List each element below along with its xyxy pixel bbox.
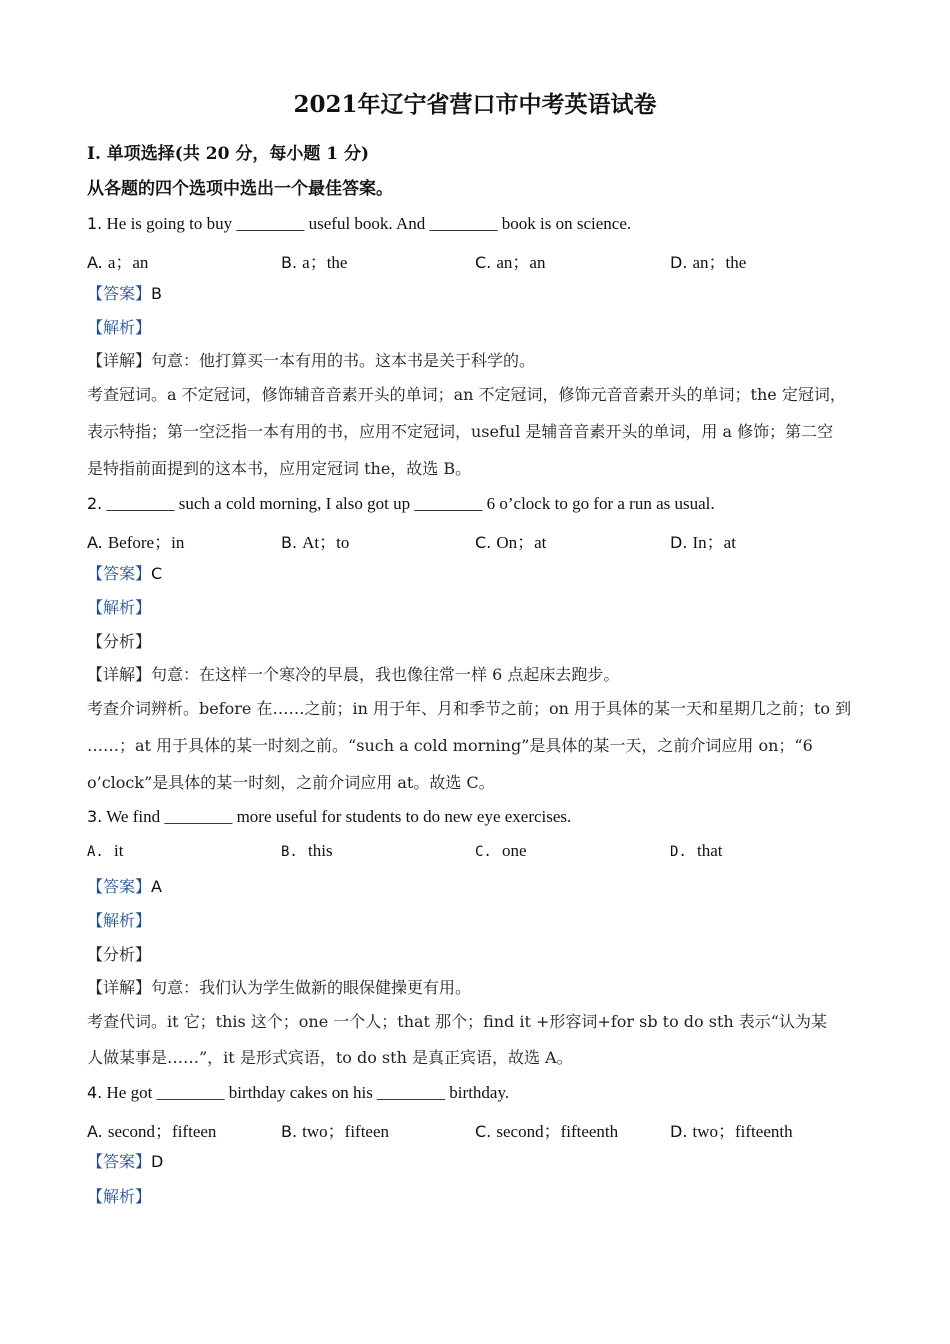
question-4-options: [87, 1117, 877, 1139]
page-title: 2021年辽宁省营口市中考英语试卷: [293, 91, 657, 118]
explain-1-line-3: 是特指前面提到的这本书，应用定冠词 the，故选 B。: [87, 459, 472, 478]
explain-2-line-3: o’clock”是具体的某一时刻，之前介词应用 at。故选 C。: [87, 773, 495, 792]
answer-3: 【答案】A: [87, 877, 162, 896]
option-c: C. an；an: [475, 253, 546, 272]
detail-1: 【详解】句意：他打算买一本有用的书。这本书是关于科学的。: [87, 351, 536, 370]
option-b: B. At；to: [281, 533, 350, 552]
explain-1-line-1: 考查冠词。a 不定冠词，修饰辅音音素开头的单词；an 不定冠词，修饰元音音素开头的单词；the 定冠词，: [87, 385, 846, 404]
fenxi-label-3: 【分析】: [87, 945, 152, 964]
section-instruction: 从各题的四个选项中选出一个最佳答案。: [87, 179, 393, 199]
option-c: C. On；at: [475, 533, 547, 552]
question-number: 2.: [87, 494, 103, 513]
option-d: D. In；at: [670, 533, 736, 552]
answer-4: 【答案】D: [87, 1152, 164, 1171]
analysis-label-2: 【解析】: [87, 598, 152, 617]
option-a: A. a；an: [87, 253, 149, 272]
explain-2-line-2: ……；at 用于具体的某一时刻之前。“such a cold morning”是具体的某一天，之前介词应用 on；“6: [87, 736, 813, 755]
section-heading: Ⅰ. 单项选择(共 20 分，每小题 1 分): [87, 144, 370, 164]
answer-2: 【答案】C: [87, 564, 163, 583]
option-d: D. two；fifteenth: [670, 1122, 793, 1141]
question-stem: He got ________ birthday cakes on his ________ birthday.: [106, 1083, 510, 1102]
question-stem: He is going to buy ________ useful book. And ________ book is on science.: [106, 214, 632, 233]
option-c: C. second；fifteenth: [475, 1122, 619, 1141]
question-stem: ________ such a cold morning, I also got up ________ 6 o’clock to go for a run as usual.: [106, 494, 715, 513]
analysis-label-3: 【解析】: [87, 911, 152, 930]
explain-1-line-2: 表示特指；第一空泛指一本有用的书，应用不定冠词，useful 是辅音音素开头的单词，用 a 修饰；第二空: [87, 422, 834, 441]
question-4: [87, 1082, 877, 1104]
question-number: 3.: [87, 807, 103, 826]
question-3-options: [87, 841, 877, 863]
detail-3: 【详解】句意：我们认为学生做新的眼保健操更有用。: [87, 978, 472, 997]
answer-1: 【答案】B: [87, 284, 162, 303]
question-2: [87, 493, 877, 515]
fenxi-label-2: 【分析】: [87, 632, 152, 651]
option-a: A. second；fifteen: [87, 1122, 217, 1141]
question-2-options: [87, 528, 877, 550]
question-stem: We find ________ more useful for students to do new eye exercises.: [106, 807, 572, 826]
option-b: B. this: [281, 841, 333, 860]
detail-2: 【详解】句意：在这样一个寒冷的早晨，我也像往常一样 6 点起床去跑步。: [87, 665, 620, 684]
analysis-label-1: 【解析】: [87, 318, 152, 337]
explain-3-line-1: 考查代词。it 它；this 这个；one 一个人；that 那个；find it +形容词+for sb to do sth 表示“认为某: [87, 1012, 827, 1031]
option-a: A. it: [87, 841, 124, 860]
analysis-label-4: 【解析】: [87, 1187, 152, 1206]
option-d: D. an；the: [670, 253, 747, 272]
option-a: A. Before；in: [87, 533, 185, 552]
explain-2-line-1: 考查介词辨析。before 在……之前；in 用于年、月和季节之前；on 用于具体的某一天和星期几之前；to 到: [87, 699, 852, 718]
option-b: B. two；fifteen: [281, 1122, 390, 1141]
question-3: [87, 806, 877, 828]
option-b: B. a；the: [281, 253, 348, 272]
question-number: 1.: [87, 214, 103, 233]
option-c: C. one: [475, 841, 527, 860]
question-number: 4.: [87, 1083, 103, 1102]
option-d: D. that: [670, 841, 723, 860]
question-1-options: [87, 248, 877, 270]
explain-3-line-2: 人做某事是……”，it 是形式宾语，to do sth 是真正宾语，故选 A。: [87, 1048, 573, 1067]
question-1: [87, 213, 877, 235]
